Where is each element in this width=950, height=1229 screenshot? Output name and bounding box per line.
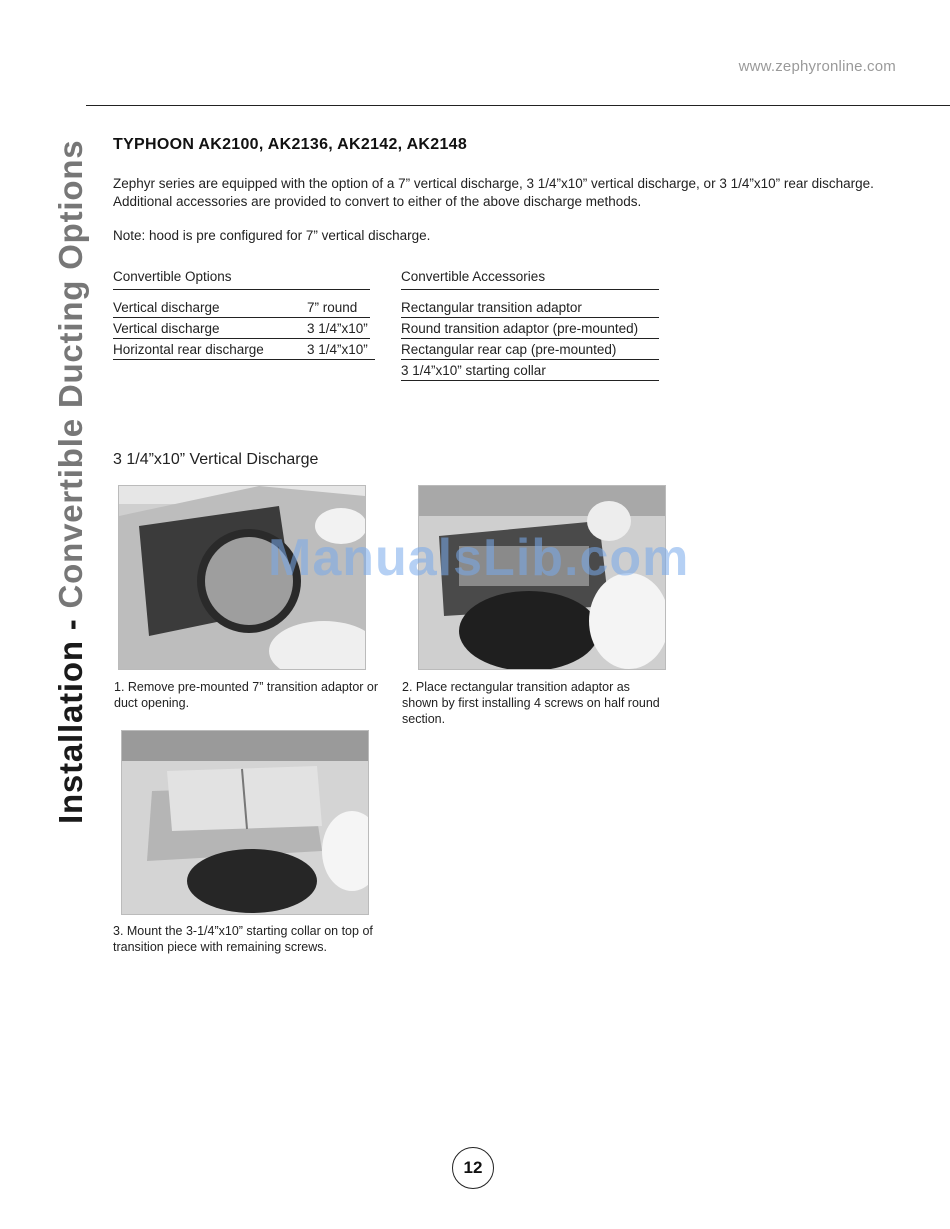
page-number: 12 <box>452 1147 494 1189</box>
table-row: Round transition adaptor (pre-mounted) <box>401 319 659 339</box>
option-name: Vertical discharge <box>113 321 220 336</box>
table-row <box>113 319 370 339</box>
watermark: ManualsLib.com <box>268 529 690 587</box>
procedure-title: 3 1/4”x10” Vertical Discharge <box>113 451 319 468</box>
table-row: Rectangular rear cap (pre-mounted) <box>401 340 659 360</box>
side-title-topic: Convertible Ducting Options <box>52 139 89 609</box>
option-name: Vertical discharge <box>113 300 220 315</box>
table-row <box>113 340 375 360</box>
table-row <box>113 298 370 318</box>
side-title-section: Installation - <box>52 608 89 824</box>
website-url: www.zephyronline.com <box>738 58 896 75</box>
header-divider <box>86 105 950 106</box>
convertible-options-table <box>113 269 370 361</box>
intro-paragraph: Zephyr series are equipped with the option of a 7” vertical discharge, 3 1/4”x10” vertical discharge, or 3 1/4”x10” rear discharge. Additional accessories are provided to convert to either of the above discharge methods. <box>113 176 874 209</box>
table-row: Rectangular transition adaptor <box>401 298 659 318</box>
step-3-photo <box>121 730 369 915</box>
step-3-caption: 3. Mount the 3-1/4”x10” starting collar on top of transition piece with remaining screws. <box>113 924 373 954</box>
model-heading: TYPHOON AK2100, AK2136, AK2142, AK2148 <box>113 136 468 153</box>
option-size: 3 1/4”x10” <box>307 321 368 336</box>
convertible-accessories-table <box>401 269 659 382</box>
option-name: Horizontal rear discharge <box>113 342 264 357</box>
option-size: 7” round <box>307 300 358 315</box>
step-2-caption: 2. Place rectangular transition adaptor as shown by first installing 4 screws on half round section. <box>402 680 660 726</box>
option-size: 3 1/4”x10” <box>307 342 368 357</box>
note-text: Note: hood is pre configured for 7” vertical discharge. <box>113 228 431 243</box>
step-1-caption: 1. Remove pre-mounted 7” transition adaptor or duct opening. <box>114 680 379 710</box>
accessories-table-header: Convertible Accessories <box>401 269 659 290</box>
table-row: 3 1/4”x10” starting collar <box>401 361 659 381</box>
options-table-header: Convertible Options <box>113 269 370 290</box>
side-title <box>52 140 90 824</box>
